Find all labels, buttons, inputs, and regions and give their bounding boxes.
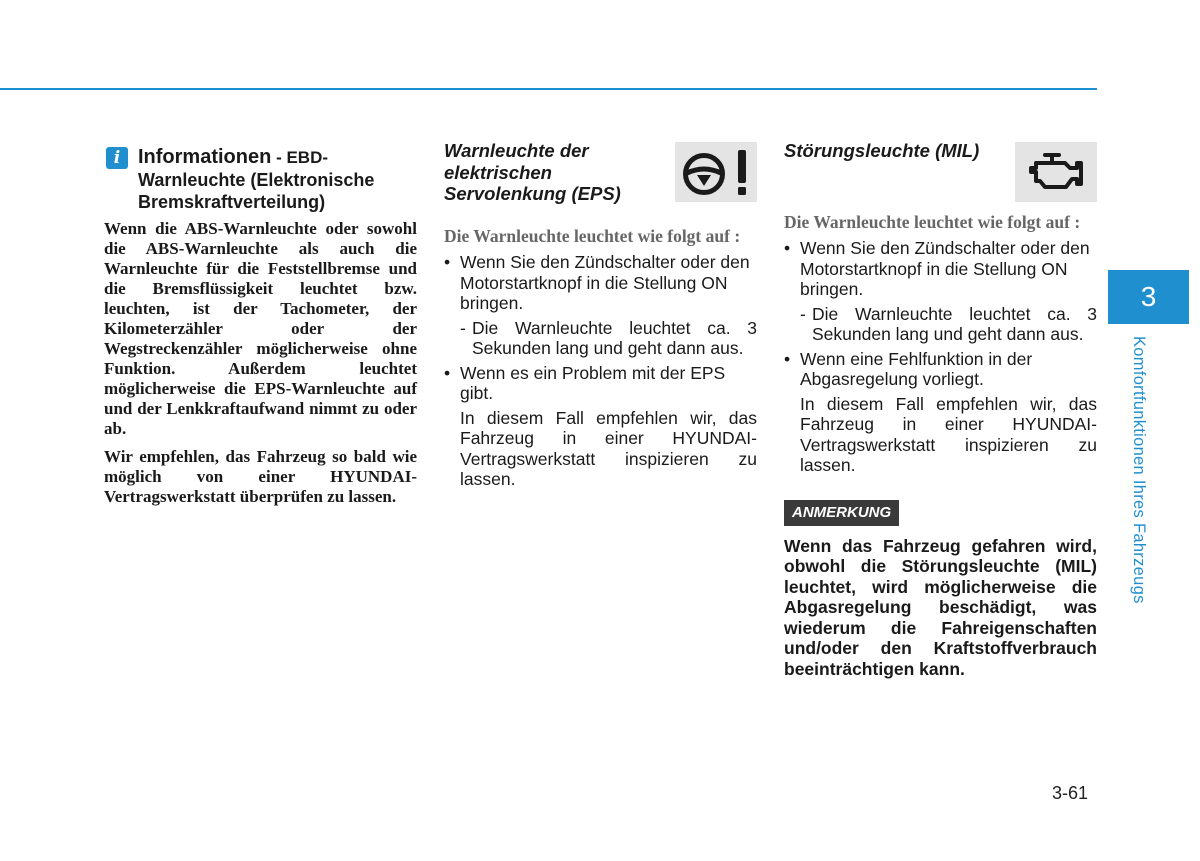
eps-recommendation: In diesem Fall empfehlen wir, das Fahrzeug in einer HYUNDAI-Vertragswerkstatt inspizieren zu lassen. xyxy=(460,407,757,489)
steering-wheel-warning-graphic xyxy=(675,142,757,202)
eps-sub-text: Die Warnleuchte leuchtet ca. 3 Sekunden lang und geht dann aus. xyxy=(472,317,757,358)
engine-check-icon xyxy=(1015,142,1097,202)
header-rule xyxy=(0,88,1097,90)
info-paragraph-2: Wir empfehlen, das Fahrzeug so bald wie möglich von einer HYUNDAI-Vertragswerkstatt überprüfen zu lassen. xyxy=(104,447,417,506)
info-heading xyxy=(104,140,417,213)
page-number: 3-61 xyxy=(1052,783,1089,803)
eps-sub-item xyxy=(444,318,757,359)
eps-title: Warnleuchte der elektrischen Servolenkung (EPS) xyxy=(444,140,621,204)
dash-marker: - xyxy=(460,317,466,338)
mil-bullet-list-2 xyxy=(784,349,1097,390)
mil-subheading: Die Warnleuchte leuchtet wie folgt auf : xyxy=(784,212,1081,232)
mil-bullet-2: • Wenn eine Fehlfunktion in der Abgasregelung vorliegt. xyxy=(784,349,1097,390)
info-title xyxy=(138,140,417,213)
info-title-main: Informationen xyxy=(138,146,272,168)
mil-heading xyxy=(784,140,1097,226)
info-paragraph-1: Wenn die ABS-Warnleuchte oder sowohl die ABS-Warnleuchte als auch die Warnleuchte für die Feststellbremse und die Bremsflüssigkeit leuchtet bzw. leuchten, ist der Tachometer, der Kilometerzähler oder der Wegstreckenzähler möglicherweise ohne Funktion. Außerdem leuchtet möglicherweise die EPS-Warnleuchte auf und der Lenkkraftaufwand nimmt zu oder ab. xyxy=(104,219,417,438)
dash-marker: - xyxy=(800,303,806,324)
info-column xyxy=(104,140,417,507)
engine-check-graphic xyxy=(1015,142,1097,202)
mil-title: Störungsleuchte (MIL) xyxy=(784,140,980,161)
mil-sub-item xyxy=(784,304,1097,345)
eps-bullet-list-2 xyxy=(444,363,757,404)
note-text: Wenn das Fahrzeug gefahren wird, obwohl die Störungsleuchte (MIL) leuchtet, wird möglicherweise die Abgasregelung beschädigt, was wiederum die Fahreigenschaften und/oder den Kraftstoffverbrauch beeinträchtigen kann. xyxy=(784,535,1097,679)
mil-bullet-1: • Wenn Sie den Zündschalter oder den Motorstartknopf in die Stellung ON bringen. xyxy=(784,238,1097,300)
chapter-tab: 3 xyxy=(1108,270,1189,324)
info-title-suffix: - EBD- xyxy=(271,148,329,167)
eps-bullet-2: • Wenn es ein Problem mit der EPS gibt. xyxy=(444,363,757,404)
chapter-label: Komfortfunktionen Ihres Fahrzeugs xyxy=(1130,336,1148,604)
eps-subheading: Die Warnleuchte leuchtet wie folgt auf : xyxy=(444,226,741,246)
note-badge: ANMERKUNG xyxy=(784,500,899,526)
steering-wheel-warning-icon xyxy=(675,142,757,202)
mil-column xyxy=(784,140,1097,697)
mil-sub-text: Die Warnleuchte leuchtet ca. 3 Sekunden lang und geht dann aus. xyxy=(812,303,1097,344)
info-title-rest: Warnleuchte (Elektronische Bremskraftverteilung) xyxy=(138,170,375,212)
eps-heading xyxy=(444,140,757,226)
mil-recommendation: In diesem Fall empfehlen wir, das Fahrzeug in einer HYUNDAI-Vertragswerkstatt inspizieren zu lassen. xyxy=(800,393,1097,475)
info-icon: i xyxy=(106,147,128,169)
eps-bullet-1: • Wenn Sie den Zündschalter oder den Motorstartknopf in die Stellung ON bringen. xyxy=(444,252,757,314)
eps-column xyxy=(444,140,757,494)
eps-bullet-list xyxy=(444,252,757,314)
mil-bullet-list xyxy=(784,238,1097,300)
